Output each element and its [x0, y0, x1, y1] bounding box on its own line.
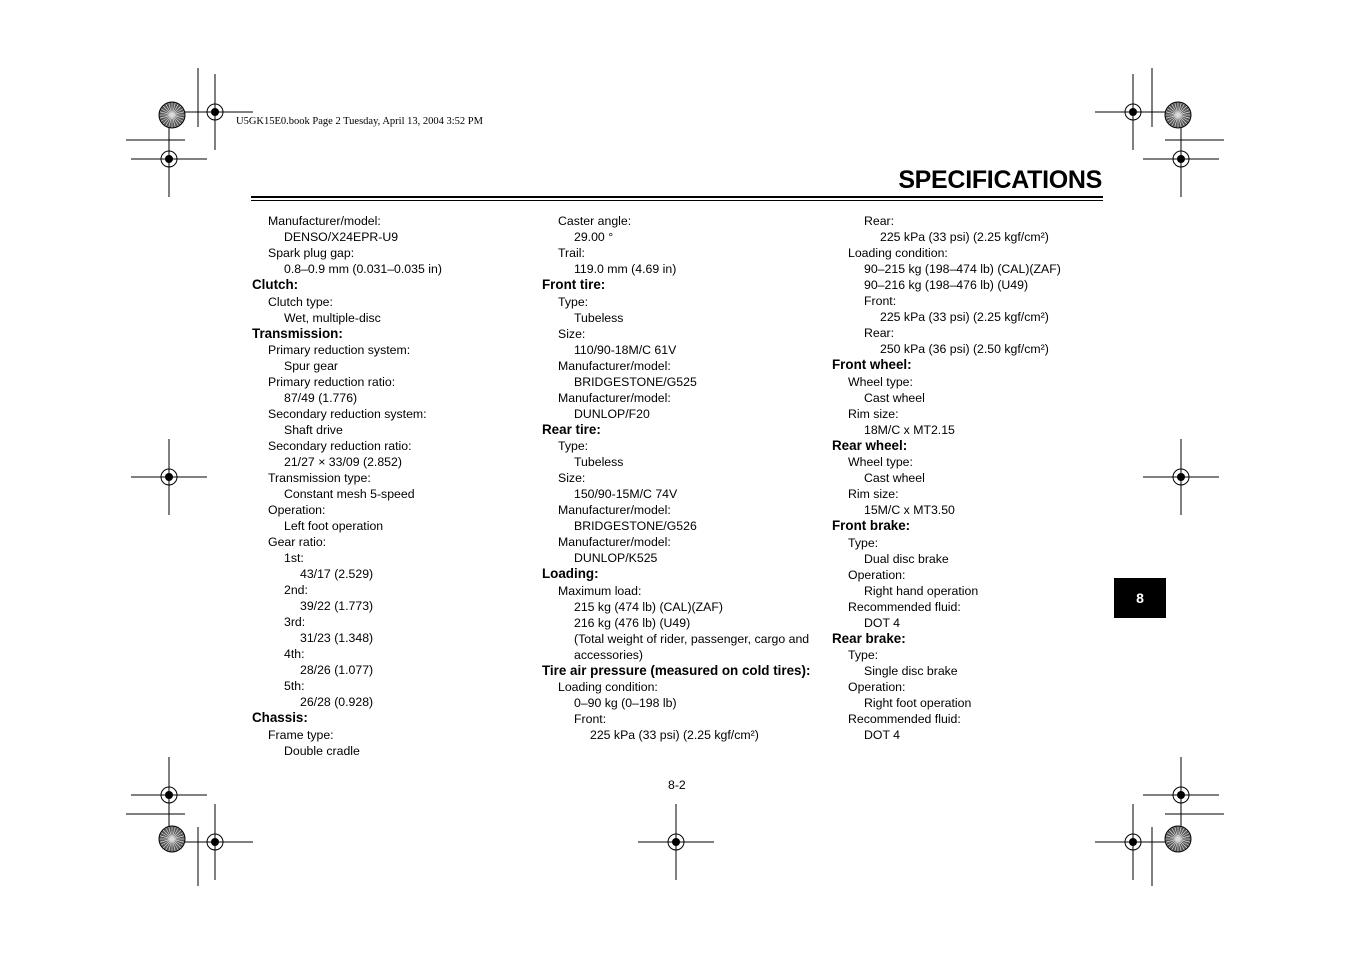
spec-label: Primary reduction ratio: [268, 375, 396, 389]
spec-value: Spur gear [284, 359, 339, 373]
spec-value: 3rd: [284, 615, 306, 629]
spec-value: Rear: [864, 214, 895, 228]
spec-label: Secondary reduction system: [268, 407, 427, 421]
spec-value: 39/22 (1.773) [300, 599, 374, 613]
spec-value: 150/90-15M/C 74V [574, 487, 678, 501]
spec-value: 119.0 mm (4.69 in) [574, 262, 677, 276]
file-header-line: U5GK15E0.book Page 2 Tuesday, April 13, 2004 3:52 PM [236, 116, 483, 127]
registration-target-icon [1143, 757, 1219, 833]
spec-label: Clutch type: [268, 294, 333, 309]
spec-value: Tubeless [574, 455, 624, 469]
spec-label: Type: [558, 294, 589, 309]
spec-value: 87/49 (1.776) [284, 391, 358, 405]
spec-label: Manufacturer/model: [558, 390, 671, 405]
spec-value: 21/27 × 33/09 (2.852) [284, 455, 402, 469]
spec-value: BRIDGESTONE/G525 [574, 374, 697, 389]
registration-target-icon [131, 121, 207, 197]
section-heading: Transmission: [252, 325, 343, 341]
registration-target-icon [1095, 74, 1171, 150]
spec-label: Transmission type: [268, 471, 371, 485]
spec-label: Type: [848, 535, 879, 550]
spec-label: Type: [558, 439, 589, 453]
spec-value: Dual disc brake [864, 551, 949, 566]
section-heading: Front wheel: [832, 357, 912, 372]
spec-column-2 [542, 213, 827, 743]
spec-label: Loading condition: [848, 246, 948, 260]
spec-label: Rim size: [848, 406, 899, 421]
spec-value: 0–90 kg (0–198 lb) [574, 696, 677, 710]
spec-value: 29.00 ° [574, 230, 614, 244]
spec-label: Rim size: [848, 487, 899, 501]
spec-label: Operation: [848, 567, 906, 582]
spec-value: DOT 4 [864, 615, 900, 630]
spec-value: Constant mesh 5-speed [284, 487, 415, 501]
spec-value: 90–216 kg (198–476 lb) (U49) [864, 278, 1029, 292]
spec-value: 15M/C x MT3.50 [864, 503, 955, 517]
registration-target-icon [1095, 804, 1171, 880]
spec-label: Wheel type: [848, 455, 913, 469]
spec-label: Trail: [558, 246, 585, 260]
spec-label: Wheel type: [848, 374, 913, 389]
spec-label: Caster angle: [558, 214, 632, 228]
spec-value: 225 kPa (33 psi) (2.25 kgf/cm²) [590, 728, 759, 742]
title-rule-thick [251, 196, 1103, 198]
spec-value: 1st: [284, 551, 304, 565]
spec-label: Manufacturer/model: [558, 358, 671, 373]
registration-target-icon [131, 757, 207, 833]
spec-value: 90–215 kg (198–474 lb) (CAL)(ZAF) [864, 262, 1061, 276]
registration-target-icon [638, 804, 714, 880]
spec-label: Recommended fluid: [848, 599, 961, 614]
spec-value: 5th: [284, 679, 305, 693]
spec-value: 110/90-18M/C 61V [574, 342, 677, 357]
spec-value: Left foot operation [284, 519, 384, 533]
spec-value: 4th: [284, 647, 305, 661]
registration-target-icon [1143, 121, 1219, 197]
spec-value: Cast wheel [864, 471, 925, 485]
spec-value: 215 kg (474 lb) (CAL)(ZAF) [574, 599, 723, 614]
spec-value: DENSO/X24EPR-U9 [284, 230, 399, 244]
section-heading: Clutch: [252, 277, 299, 292]
spec-value: Front: [864, 294, 897, 308]
spec-value: 0.8–0.9 mm (0.031–0.035 in) [284, 262, 442, 276]
spec-value: Wet, multiple-disc [284, 310, 381, 325]
section-heading: Rear tire: [542, 421, 601, 437]
spec-value: Rear: [864, 326, 895, 340]
spec-value: 2nd: [284, 583, 308, 597]
registration-target-icon [177, 74, 253, 150]
spec-label: Primary reduction system: [268, 343, 411, 357]
spec-label: Secondary reduction ratio: [268, 439, 412, 453]
registration-target-icon [131, 439, 207, 515]
color-wheel-mark-icon [159, 102, 185, 128]
section-heading: Rear wheel: [832, 437, 908, 453]
section-heading: Loading: [542, 566, 599, 581]
title-rule-thin [251, 200, 1103, 201]
chapter-tab [1114, 578, 1166, 618]
spec-value: Single disc brake [864, 664, 958, 678]
spec-label: Size: [558, 326, 586, 341]
spec-column-3 [832, 213, 1117, 743]
spec-value: Right hand operation [864, 583, 979, 598]
spec-value: DUNLOP/F20 [574, 406, 650, 421]
spec-label: Recommended fluid: [848, 712, 961, 726]
spec-label: Gear ratio: [268, 535, 327, 549]
spec-value: Front: [574, 712, 607, 726]
spec-value: 250 kPa (36 psi) (2.50 kgf/cm²) [880, 342, 1049, 356]
spec-value: 28/26 (1.077) [300, 663, 374, 677]
section-heading: Front tire: [542, 277, 606, 292]
chapter-tab-label: 8 [1136, 590, 1144, 606]
page-number: 8-2 [668, 778, 686, 792]
page-title: SPECIFICATIONS [898, 166, 1102, 194]
spec-value: 225 kPa (33 psi) (2.25 kgf/cm²) [880, 230, 1049, 244]
registration-target-icon [1143, 439, 1219, 515]
spec-label: Maximum load: [558, 583, 642, 598]
section-heading: Front brake: [832, 518, 911, 533]
spec-label: Manufacturer/model: [558, 535, 671, 549]
spec-value: 216 kg (476 lb) (U49) [574, 615, 691, 630]
color-wheel-mark-icon [1165, 102, 1191, 128]
spec-value: Shaft drive [284, 423, 343, 437]
spec-value: DUNLOP/K525 [574, 551, 658, 565]
spec-value: (Total weight of rider, passenger, cargo and accessories) [574, 631, 810, 662]
section-heading: Tire air pressure (measured on cold tires): [542, 662, 811, 678]
spec-value: 225 kPa (33 psi) (2.25 kgf/cm²) [880, 310, 1049, 324]
spec-value: Double cradle [284, 743, 360, 758]
spec-label: Operation: [848, 680, 906, 694]
spec-label: Manufacturer/model: [268, 214, 381, 228]
section-heading: Rear brake: [832, 630, 906, 646]
spec-value: 18M/C x MT2.15 [864, 422, 955, 437]
color-wheel-mark-icon [1165, 826, 1191, 852]
spec-label: Size: [558, 471, 586, 485]
spec-value: 26/28 (0.928) [300, 695, 374, 709]
spec-value: Cast wheel [864, 390, 925, 405]
spec-label: Type: [848, 648, 879, 662]
spec-value: BRIDGESTONE/G526 [574, 519, 697, 533]
spec-label: Manufacturer/model: [558, 503, 671, 517]
spec-value: Tubeless [574, 310, 624, 325]
spec-label: Frame type: [268, 727, 334, 742]
section-heading: Chassis: [252, 710, 308, 725]
spec-column-1 [252, 213, 537, 759]
registration-target-icon [177, 804, 253, 880]
spec-label: Spark plug gap: [268, 246, 355, 260]
spec-label: Loading condition: [558, 680, 658, 694]
spec-label: Operation: [268, 503, 326, 517]
spec-value: 43/17 (2.529) [300, 567, 374, 581]
spec-value: 31/23 (1.348) [300, 631, 374, 645]
spec-value: Right foot operation [864, 696, 972, 710]
color-wheel-mark-icon [159, 826, 185, 852]
spec-value: DOT 4 [864, 728, 900, 742]
